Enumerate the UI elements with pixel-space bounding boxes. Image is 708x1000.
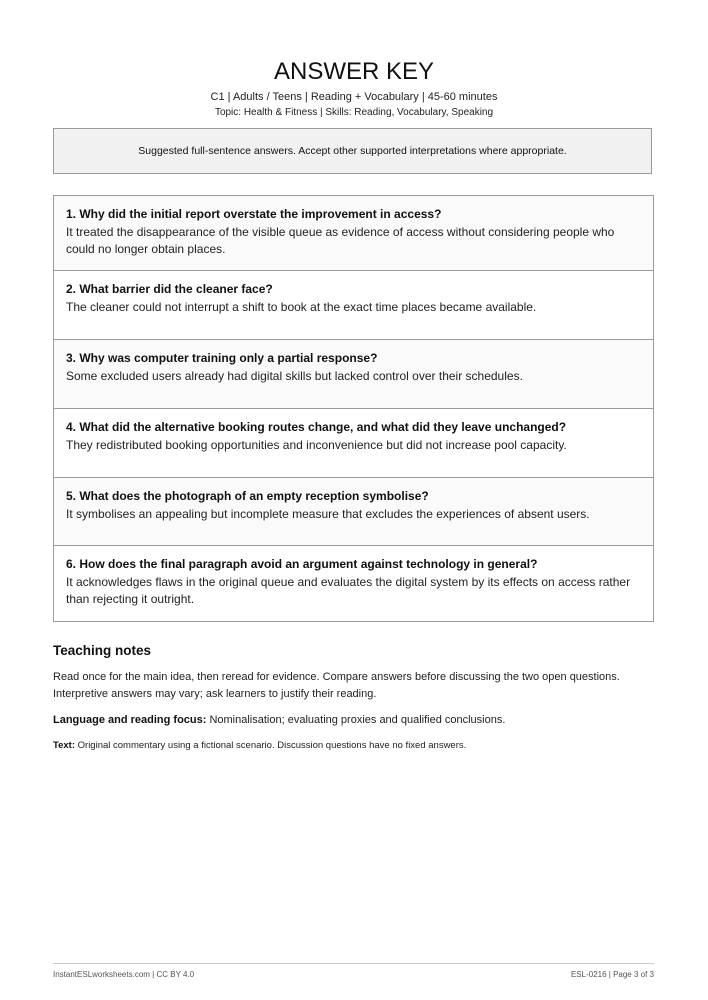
level-meta: C1 | Adults / Teens | Reading + Vocabulary | 45-60 minutes <box>210 91 498 103</box>
answer-item-5 <box>54 478 653 546</box>
topic-meta: Topic: Health & Fitness | Skills: Reading, Vocabulary, Speaking <box>214 107 494 118</box>
question-text: 4. What did the alternative booking routes change, and what did they leave unchanged? <box>66 420 567 434</box>
answer-text: The cleaner could not interrupt a shift to book at the exact time places became available. <box>66 300 537 314</box>
teaching-notes-heading: Teaching notes <box>53 643 152 658</box>
answer-item-4 <box>54 409 653 478</box>
language-focus-label: Language and reading focus: <box>53 714 207 726</box>
text-note <box>53 739 653 752</box>
question-text: 1. Why did the initial report overstate the improvement in access? <box>66 207 442 221</box>
answer-item-2 <box>54 271 653 340</box>
language-focus <box>53 712 653 728</box>
intro-box: Suggested full-sentence answers. Accept other supported interpretations where appropriate. <box>53 128 652 174</box>
text-note-text: Original commentary using a fictional scenario. Discussion questions have no fixed answers. <box>75 740 467 751</box>
teaching-notes-paragraph: Read once for the main idea, then reread for evidence. Compare answers before discussing the two open questions. Interpretive answers may vary; ask learners to justify their reading. <box>53 671 620 700</box>
question-text: 6. How does the final paragraph avoid an argument against technology in general? <box>66 557 538 571</box>
question-text: 2. What barrier did the cleaner face? <box>66 282 273 296</box>
question-text: 3. Why was computer training only a partial response? <box>66 351 378 365</box>
footer-left: InstantESLworksheets.com | CC BY 4.0 <box>53 970 195 979</box>
answer-item-3 <box>54 340 653 409</box>
answer-text: They redistributed booking opportunities and inconvenience but did not increase pool capacity. <box>66 438 567 452</box>
footer-divider <box>53 963 654 964</box>
answer-item-1 <box>54 196 653 271</box>
answer-text: It symbolises an appealing but incomplete measure that excludes the experiences of absent users. <box>66 507 590 521</box>
answer-text: It treated the disappearance of the visible queue as evidence of access without considering people who could no longer obtain places. <box>66 225 615 256</box>
page-title: ANSWER KEY <box>273 58 435 85</box>
answer-text: It acknowledges flaws in the original queue and evaluates the digital system by its effects on access rather than rejecting it outright. <box>66 575 631 606</box>
text-note-label: Text: <box>53 740 75 751</box>
language-focus-text: Nominalisation; evaluating proxies and qualified conclusions. <box>206 714 506 726</box>
answer-list <box>53 195 654 622</box>
answer-text: Some excluded users already had digital skills but lacked control over their schedules. <box>66 369 523 383</box>
question-text: 5. What does the photograph of an empty reception symbolise? <box>66 489 429 503</box>
answer-item-6 <box>54 546 653 621</box>
footer-right: ESL-0216 | Page 3 of 3 <box>570 970 654 979</box>
